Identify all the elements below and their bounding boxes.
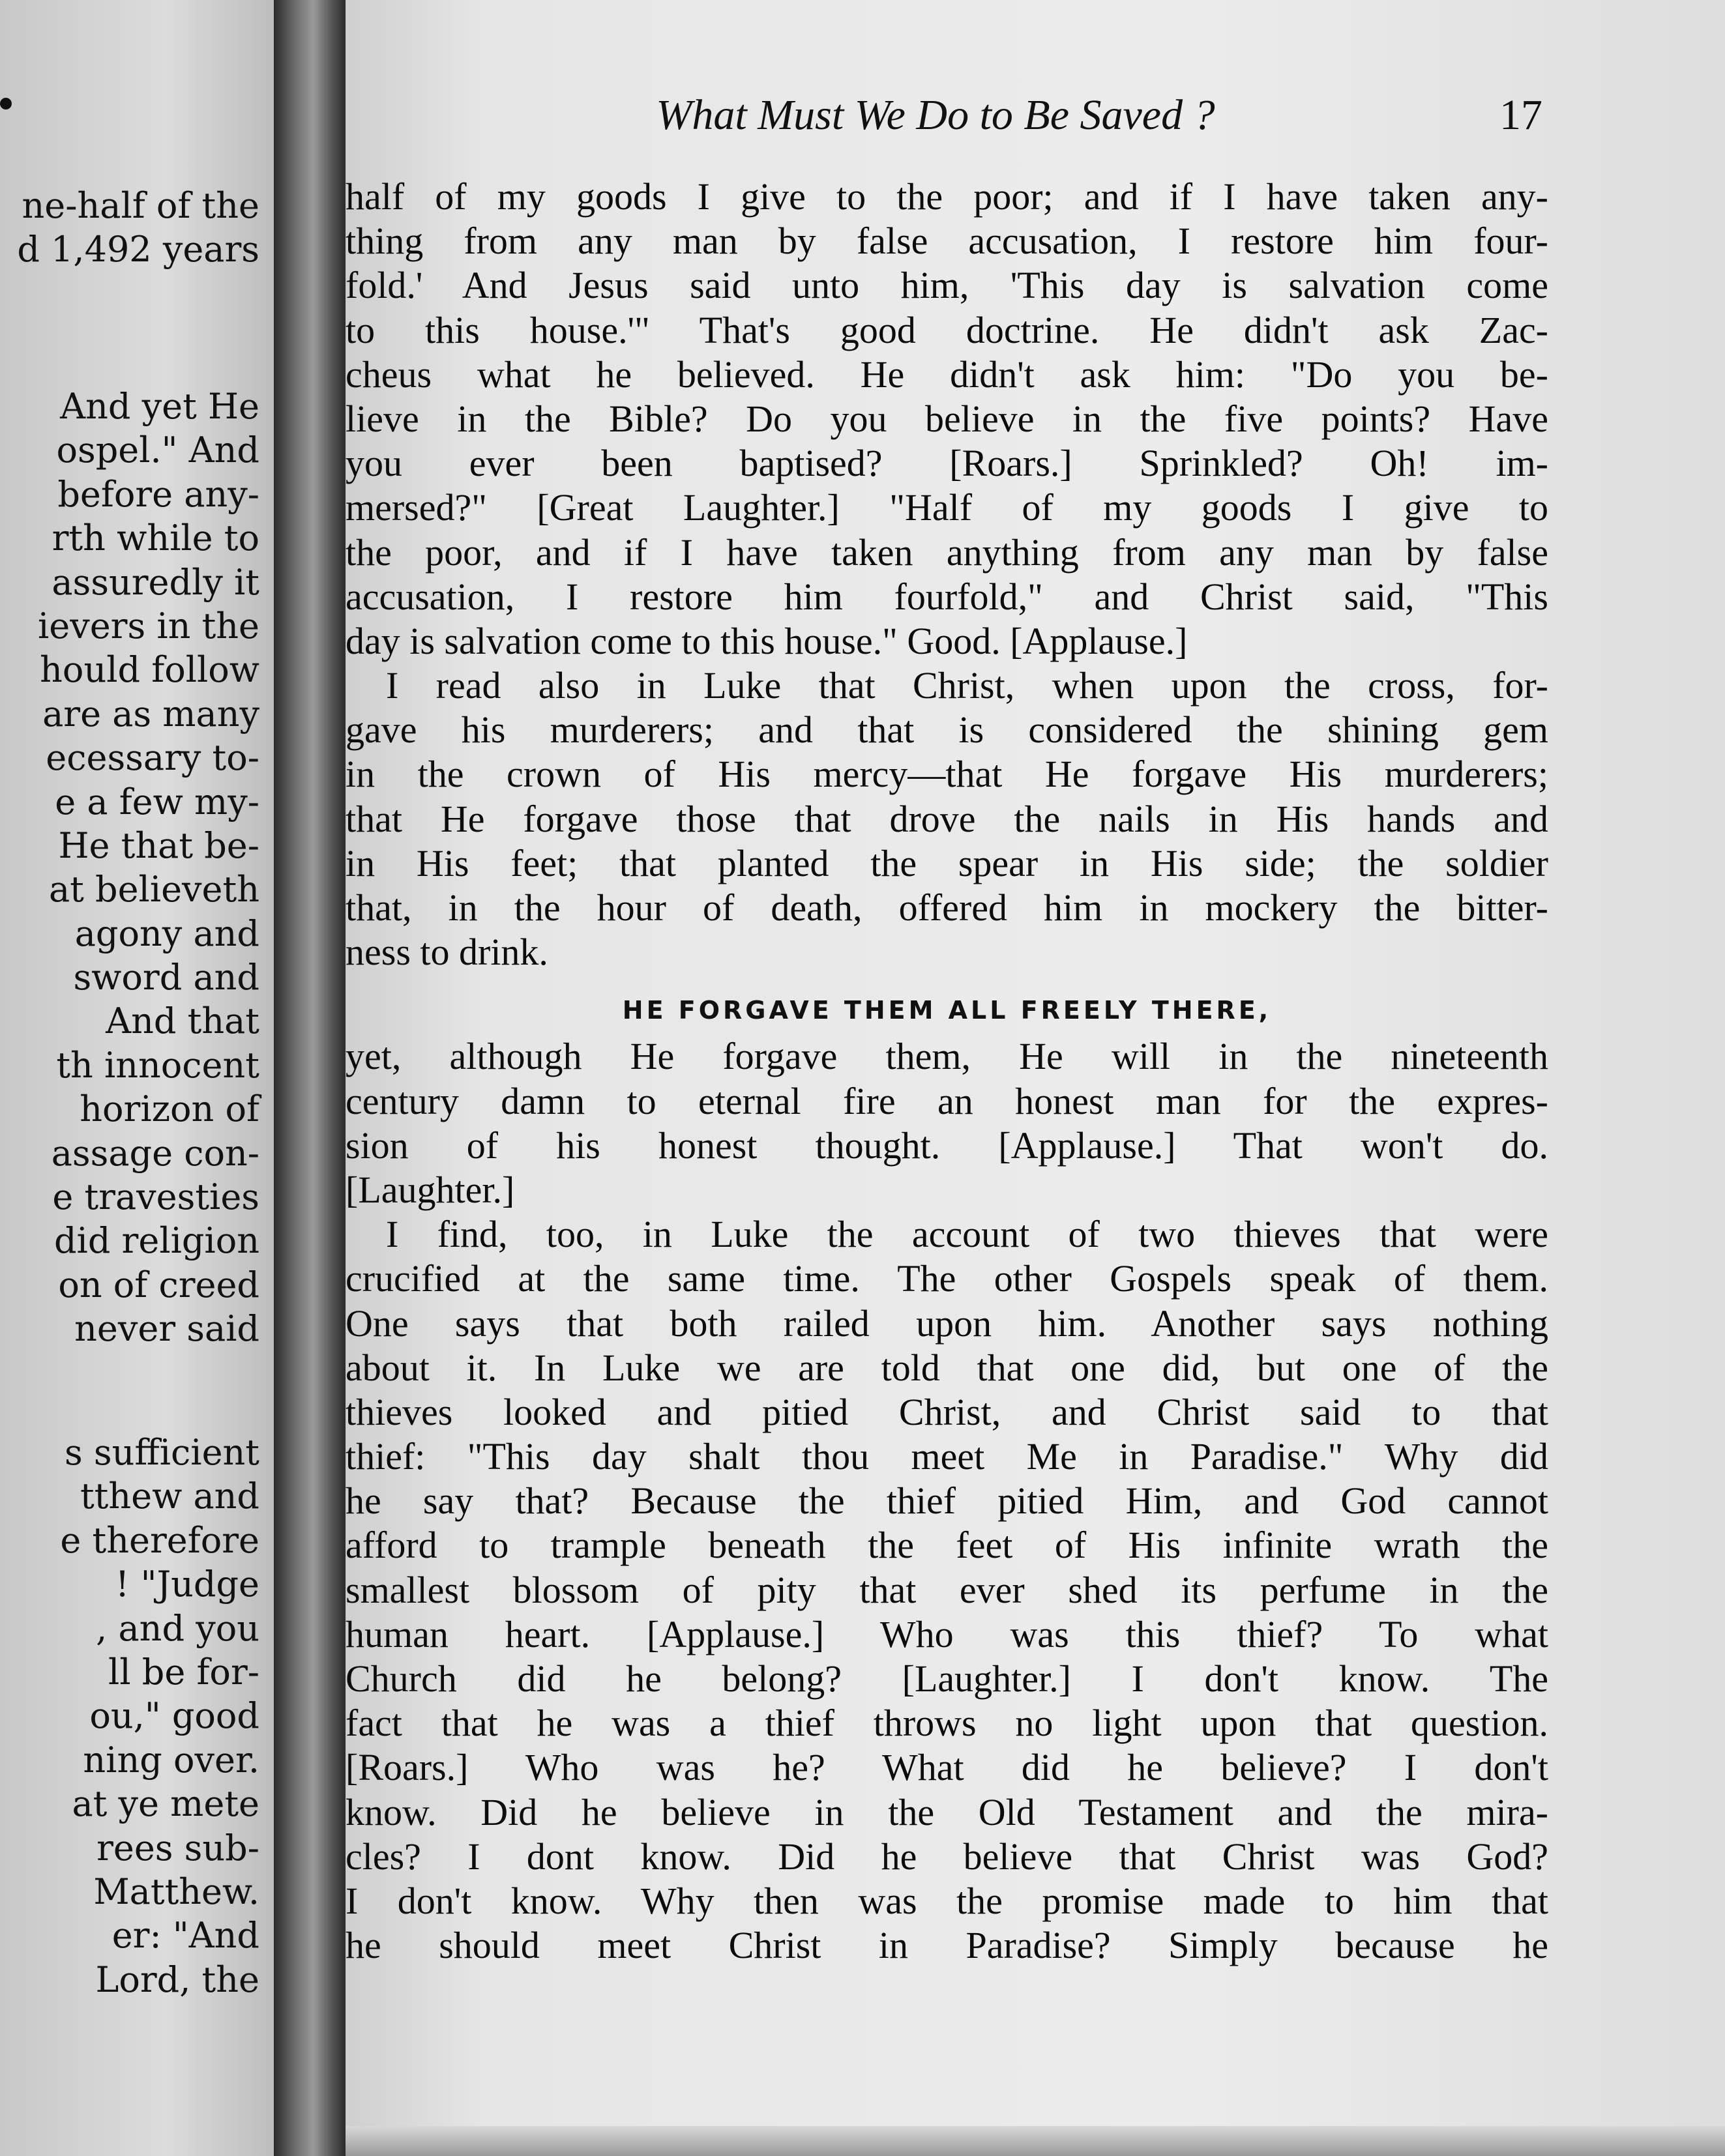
left-page-line: s sufficient bbox=[65, 1432, 259, 1473]
left-page-line: Matthew. bbox=[93, 1871, 259, 1912]
text-line: crucified at the same time. The other Gospels speak of them. bbox=[346, 1257, 1548, 1300]
left-page-line: And yet He bbox=[60, 386, 259, 427]
left-page-lower-lines bbox=[0, 1431, 274, 2002]
text-line: afford to trample beneath the feet of His infinite wrath the bbox=[346, 1524, 1548, 1567]
text-line: century damn to eternal fire an honest man for the expres- bbox=[346, 1079, 1548, 1122]
text-line: that He forgave those that drove the nails in His hands and bbox=[346, 797, 1548, 840]
text-line: [Roars.] Who was he? What did he believe? I don't bbox=[346, 1746, 1548, 1789]
running-head bbox=[346, 86, 1725, 145]
left-page-middle-lines bbox=[0, 385, 274, 1351]
text-line: day is salvation come to this house." Good. [Applause.] bbox=[346, 619, 1188, 662]
left-page-top-lines bbox=[0, 184, 274, 272]
text-line: yet, although He forgave them, He will in the nineteenth bbox=[346, 1035, 1548, 1078]
text-line: in His feet; that planted the spear in His side; the soldier bbox=[346, 841, 1548, 884]
left-page-line: at ye mete bbox=[72, 1783, 259, 1825]
left-page-line: sword and bbox=[73, 957, 259, 998]
text-line: One says that both railed upon him. Another says nothing bbox=[346, 1302, 1548, 1345]
left-page-line: d 1,492 years bbox=[17, 229, 259, 270]
text-line: he should meet Christ in Paradise? Simply because he bbox=[346, 1924, 1548, 1967]
section-heading: HE FORGAVE THEM ALL FREELY THERE, bbox=[622, 996, 1272, 1025]
text-line: human heart. [Applause.] Who was this thief? To what bbox=[346, 1612, 1548, 1655]
text-line: accusation, I restore him fourfold," and Christ said, "This bbox=[346, 575, 1548, 618]
right-page bbox=[346, 0, 1725, 2156]
left-page-line: tthew and bbox=[80, 1476, 259, 1517]
text-line: half of my goods I give to the poor; and if I have taken any- bbox=[346, 175, 1548, 218]
text-line: [Laughter.] bbox=[346, 1168, 515, 1211]
left-page-line: assage con- bbox=[51, 1132, 259, 1174]
text-line: cles? I dont know. Did he believe that Christ was God? bbox=[346, 1835, 1548, 1878]
left-page-line: at believeth bbox=[48, 869, 259, 910]
text-line: that, in the hour of death, offered him in mockery the bitter- bbox=[346, 886, 1548, 929]
body-text bbox=[346, 175, 1725, 1968]
left-page-line: He that be- bbox=[58, 824, 259, 866]
left-page-line: er: "And bbox=[111, 1915, 259, 1957]
text-line: in the crown of His mercy—that He forgave His murderers; bbox=[346, 753, 1548, 796]
left-page-line: ! "Judge bbox=[115, 1564, 259, 1605]
left-page-line: hould follow bbox=[40, 649, 259, 691]
text-line: thieves looked and pitied Christ, and Christ said to that bbox=[346, 1390, 1548, 1433]
text-line: he say that? Because the thief pitied Him, and God cannot bbox=[346, 1479, 1548, 1522]
text-line: thing from any man by false accusation, I restore him four- bbox=[346, 220, 1548, 263]
text-line: thief: "This day shalt thou meet Me in Paradise." Why did bbox=[346, 1435, 1548, 1478]
text-line: ness to drink. bbox=[346, 931, 548, 974]
left-page-line: ne-half of the bbox=[22, 185, 259, 226]
running-title: What Must We Do to Be Saved ? bbox=[656, 91, 1215, 139]
text-line: to this house.'" That's good doctrine. He didn't ask Zac- bbox=[346, 308, 1548, 351]
text-line: gave his murderers; and that is considered the shining gem bbox=[346, 708, 1548, 751]
left-page-line: assuredly it bbox=[52, 561, 259, 603]
margin-mark-icon bbox=[0, 98, 12, 109]
left-page-line: th innocent bbox=[56, 1044, 259, 1086]
page-bottom-edge bbox=[346, 2126, 1725, 2156]
left-page-line: ievers in the bbox=[37, 605, 259, 647]
left-page-line: Lord, the bbox=[95, 1959, 259, 2000]
text-line: you ever been baptised? [Roars.] Sprinkled? Oh! im- bbox=[346, 442, 1548, 485]
left-page-line: , and you bbox=[96, 1607, 259, 1649]
text-line: mersed?" [Great Laughter.] "Half of my goods I give to bbox=[346, 486, 1548, 529]
left-page-line: ecessary to- bbox=[46, 737, 259, 779]
paragraph-luke-cross bbox=[346, 663, 1725, 974]
text-line: cheus what he believed. He didn't ask him: "Do you be- bbox=[346, 353, 1548, 396]
text-line: fold.' And Jesus said unto him, 'This day is salvation come bbox=[346, 264, 1548, 307]
text-line: about it. In Luke we are told that one did, but one of the bbox=[346, 1346, 1548, 1389]
left-page-line: ospel." And bbox=[56, 430, 259, 471]
left-page-line: on of creed bbox=[58, 1264, 259, 1305]
left-page-line: rth while to bbox=[52, 517, 259, 559]
left-page-line: before any- bbox=[57, 473, 259, 515]
left-page-line: e therefore bbox=[60, 1519, 259, 1561]
paragraph-two-thieves bbox=[346, 1212, 1725, 1968]
page-number: 17 bbox=[1499, 91, 1542, 139]
book-gutter bbox=[274, 0, 346, 2156]
text-line: fact that he was a thief throws no light upon that question. bbox=[346, 1702, 1548, 1745]
left-page-line: are as many bbox=[42, 693, 259, 735]
left-page-line: And that bbox=[106, 1000, 259, 1042]
text-line: the poor, and if I have taken anything from any man by false bbox=[346, 531, 1548, 574]
left-page-line: did religion bbox=[53, 1220, 259, 1262]
left-page-line: e a few my- bbox=[55, 781, 259, 823]
text-line: lieve in the Bible? Do you believe in the five points? Have bbox=[346, 397, 1548, 440]
text-line: I don't know. Why then was the promise made to him that bbox=[346, 1879, 1548, 1922]
left-page-line: ou," good bbox=[89, 1695, 259, 1737]
left-page-line: agony and bbox=[74, 912, 259, 954]
paragraph-continued bbox=[346, 175, 1725, 663]
paragraph-forgave bbox=[346, 1034, 1725, 1212]
text-line: smallest blossom of pity that ever shed its perfume in the bbox=[346, 1568, 1548, 1611]
left-page-line: ll be for- bbox=[108, 1651, 259, 1693]
text-line: I read also in Luke that Christ, when upon the cross, for- bbox=[386, 664, 1548, 707]
left-page-line: rees sub- bbox=[96, 1827, 259, 1869]
text-line: know. Did he believe in the Old Testament and the mira- bbox=[346, 1790, 1548, 1833]
text-line: I find, too, in Luke the account of two thieves that were bbox=[386, 1213, 1548, 1256]
text-line: Church did he belong? [Laughter.] I don't know. The bbox=[346, 1657, 1548, 1700]
left-page-line: e travesties bbox=[52, 1176, 259, 1218]
left-facing-page bbox=[0, 0, 274, 2156]
left-page-line: ning over. bbox=[83, 1739, 259, 1781]
left-page-line: never said bbox=[74, 1308, 259, 1350]
left-page-line: horizon of bbox=[80, 1088, 259, 1130]
text-line: sion of his honest thought. [Applause.] That won't do. bbox=[346, 1124, 1548, 1167]
